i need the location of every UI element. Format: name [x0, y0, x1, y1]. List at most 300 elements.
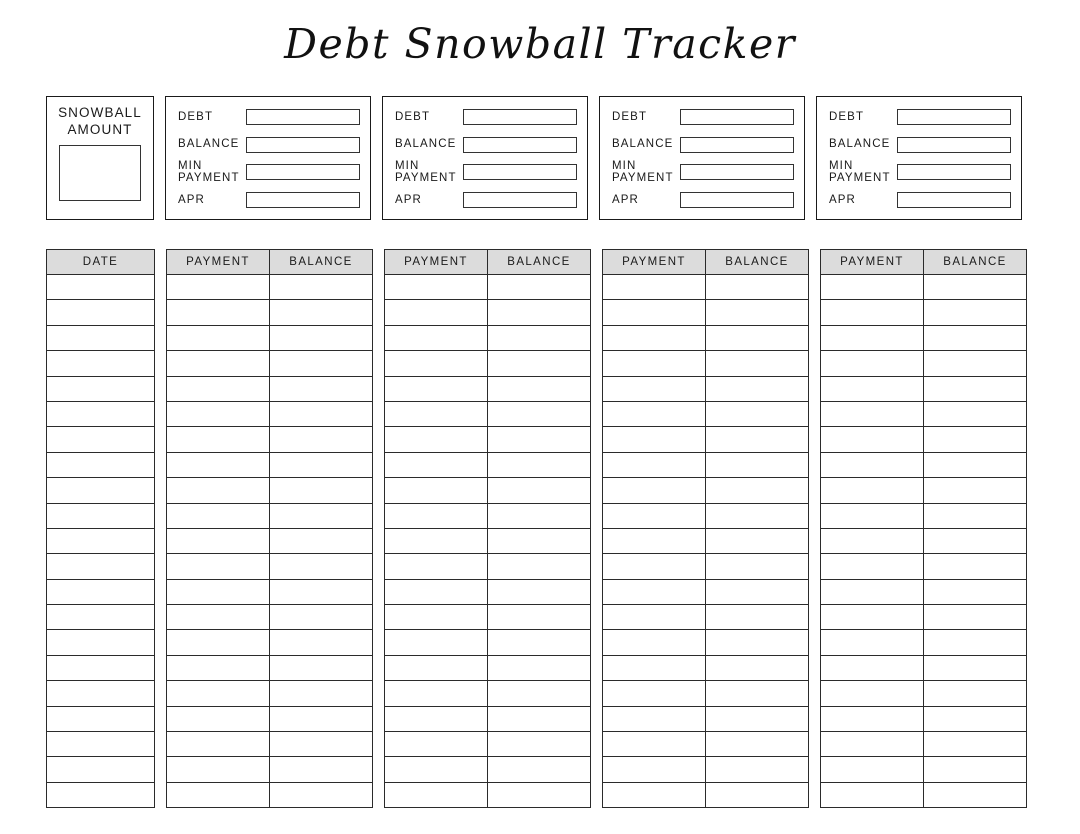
- balance-input[interactable]: [246, 137, 360, 153]
- balance-cell[interactable]: [706, 554, 809, 579]
- table-row: [47, 655, 155, 680]
- payment-cell[interactable]: [603, 300, 706, 325]
- balance-cell[interactable]: [488, 275, 591, 300]
- balance-cell[interactable]: [488, 351, 591, 376]
- min-payment-label-line1: MIN: [829, 159, 854, 172]
- balance-cell[interactable]: [924, 630, 1027, 655]
- payment-cell[interactable]: [167, 782, 270, 807]
- table-row: [47, 503, 155, 528]
- balance-cell[interactable]: [924, 757, 1027, 782]
- payment-cell[interactable]: [821, 376, 924, 401]
- balance-cell[interactable]: [706, 630, 809, 655]
- table-row: [47, 554, 155, 579]
- date-cell[interactable]: [47, 757, 155, 782]
- payment-cell[interactable]: [821, 706, 924, 731]
- payment-cell[interactable]: [167, 300, 270, 325]
- balance-cell[interactable]: [924, 351, 1027, 376]
- payment-cell[interactable]: [821, 351, 924, 376]
- payment-cell[interactable]: [167, 325, 270, 350]
- balance-cell[interactable]: [924, 681, 1027, 706]
- date-cell[interactable]: [47, 630, 155, 655]
- balance-cell[interactable]: [488, 452, 591, 477]
- balance-cell[interactable]: [706, 478, 809, 503]
- payment-cell[interactable]: [603, 630, 706, 655]
- date-cell[interactable]: [47, 579, 155, 604]
- payment-cell[interactable]: [603, 478, 706, 503]
- column-header-balance: BALANCE: [924, 250, 1027, 275]
- balance-cell[interactable]: [488, 528, 591, 553]
- table-header-row: [603, 250, 809, 275]
- payment-cell[interactable]: [385, 325, 488, 350]
- table-row: [47, 478, 155, 503]
- apr-field-row: [612, 189, 794, 211]
- payment-cell[interactable]: [167, 605, 270, 630]
- table-row: [821, 478, 1027, 503]
- date-cell[interactable]: [47, 528, 155, 553]
- table-row: [167, 275, 373, 300]
- table-header-row: [47, 250, 155, 275]
- table-row: [603, 655, 809, 680]
- balance-cell[interactable]: [488, 554, 591, 579]
- table-row: [47, 275, 155, 300]
- debt-name-input[interactable]: [680, 109, 794, 125]
- balance-cell[interactable]: [924, 275, 1027, 300]
- balance-cell[interactable]: [924, 579, 1027, 604]
- payment-cell[interactable]: [385, 655, 488, 680]
- balance-cell[interactable]: [706, 681, 809, 706]
- table-row: [167, 401, 373, 426]
- date-cell[interactable]: [47, 503, 155, 528]
- min-payment-label-line2: PAYMENT: [395, 172, 457, 185]
- payment-cell[interactable]: [603, 351, 706, 376]
- table-row: [603, 478, 809, 503]
- balance-label: BALANCE: [612, 138, 674, 151]
- column-header-balance: BALANCE: [270, 250, 373, 275]
- table-row: [167, 655, 373, 680]
- balance-cell[interactable]: [488, 478, 591, 503]
- table-row: [821, 427, 1027, 452]
- table-row: [167, 681, 373, 706]
- balance-cell[interactable]: [706, 782, 809, 807]
- balance-cell[interactable]: [270, 427, 373, 452]
- debt-name-input[interactable]: [463, 109, 577, 125]
- payment-cell[interactable]: [167, 452, 270, 477]
- payment-cell[interactable]: [603, 376, 706, 401]
- payment-cell[interactable]: [603, 782, 706, 807]
- table-row: [167, 630, 373, 655]
- payment-cell[interactable]: [385, 782, 488, 807]
- balance-cell[interactable]: [488, 325, 591, 350]
- payment-cell[interactable]: [385, 630, 488, 655]
- table-row: [821, 351, 1027, 376]
- snowball-label-line1: SNOWBALL: [58, 105, 142, 120]
- balance-cell[interactable]: [924, 528, 1027, 553]
- snowball-amount-input[interactable]: [59, 145, 141, 201]
- payment-cell[interactable]: [603, 325, 706, 350]
- balance-cell[interactable]: [706, 376, 809, 401]
- table-row: [47, 401, 155, 426]
- balance-cell[interactable]: [488, 605, 591, 630]
- payment-cell[interactable]: [821, 554, 924, 579]
- balance-cell[interactable]: [706, 757, 809, 782]
- payment-cell[interactable]: [603, 605, 706, 630]
- balance-cell[interactable]: [488, 782, 591, 807]
- payment-cell[interactable]: [821, 452, 924, 477]
- date-cell[interactable]: [47, 351, 155, 376]
- payment-cell[interactable]: [603, 275, 706, 300]
- date-cell[interactable]: [47, 681, 155, 706]
- balance-field-row: [829, 134, 1011, 156]
- table-row: [603, 605, 809, 630]
- table-row: [167, 427, 373, 452]
- apr-label: APR: [612, 193, 639, 206]
- payment-cell[interactable]: [603, 706, 706, 731]
- table-row: [821, 655, 1027, 680]
- debt-card-3: [599, 96, 805, 220]
- balance-cell[interactable]: [924, 427, 1027, 452]
- payment-cell[interactable]: [167, 351, 270, 376]
- balance-cell[interactable]: [924, 605, 1027, 630]
- payment-cell[interactable]: [821, 325, 924, 350]
- balance-cell[interactable]: [924, 325, 1027, 350]
- balance-cell[interactable]: [488, 630, 591, 655]
- payment-cell[interactable]: [167, 528, 270, 553]
- payment-cell[interactable]: [603, 681, 706, 706]
- table-header-row: [821, 250, 1027, 275]
- balance-cell[interactable]: [706, 528, 809, 553]
- min-payment-input[interactable]: [680, 164, 794, 180]
- date-cell[interactable]: [47, 300, 155, 325]
- payment-cell[interactable]: [603, 732, 706, 757]
- balance-cell[interactable]: [706, 427, 809, 452]
- debt-name-input[interactable]: [897, 109, 1011, 125]
- balance-cell[interactable]: [924, 452, 1027, 477]
- balance-cell[interactable]: [270, 655, 373, 680]
- payment-cell[interactable]: [385, 478, 488, 503]
- tracker-tables-row: [46, 249, 1034, 808]
- balance-cell[interactable]: [924, 300, 1027, 325]
- payment-cell[interactable]: [167, 275, 270, 300]
- balance-cell[interactable]: [270, 630, 373, 655]
- payment-cell[interactable]: [167, 376, 270, 401]
- payment-cell[interactable]: [385, 401, 488, 426]
- balance-cell[interactable]: [488, 681, 591, 706]
- table-row: [167, 706, 373, 731]
- balance-cell[interactable]: [706, 300, 809, 325]
- balance-cell[interactable]: [270, 478, 373, 503]
- balance-cell[interactable]: [488, 376, 591, 401]
- table-row: [385, 528, 591, 553]
- balance-cell[interactable]: [924, 732, 1027, 757]
- min-payment-label-line1: MIN: [395, 159, 420, 172]
- date-cell[interactable]: [47, 732, 155, 757]
- balance-cell[interactable]: [270, 605, 373, 630]
- debt-card-4: [816, 96, 1022, 220]
- payment-cell[interactable]: [385, 275, 488, 300]
- payment-cell[interactable]: [821, 503, 924, 528]
- table-row: [821, 401, 1027, 426]
- payment-cell[interactable]: [821, 275, 924, 300]
- table-row: [47, 757, 155, 782]
- date-cell[interactable]: [47, 325, 155, 350]
- date-table: [46, 249, 155, 808]
- balance-cell[interactable]: [270, 579, 373, 604]
- payment-cell[interactable]: [821, 401, 924, 426]
- date-cell[interactable]: [47, 655, 155, 680]
- balance-cell[interactable]: [924, 554, 1027, 579]
- table-row: [167, 503, 373, 528]
- snowball-amount-box: [46, 96, 154, 220]
- balance-cell[interactable]: [270, 782, 373, 807]
- apr-label: APR: [395, 193, 422, 206]
- table-row: [821, 503, 1027, 528]
- debt-field-row: [829, 106, 1011, 128]
- apr-input[interactable]: [897, 192, 1011, 208]
- payment-table-3: [602, 249, 809, 808]
- balance-cell[interactable]: [924, 478, 1027, 503]
- payment-cell[interactable]: [603, 554, 706, 579]
- balance-cell[interactable]: [270, 554, 373, 579]
- payment-cell[interactable]: [167, 706, 270, 731]
- payment-cell[interactable]: [167, 427, 270, 452]
- payment-table-2: [384, 249, 591, 808]
- balance-cell[interactable]: [706, 503, 809, 528]
- payment-cell[interactable]: [385, 376, 488, 401]
- payment-cell[interactable]: [603, 655, 706, 680]
- balance-cell[interactable]: [706, 351, 809, 376]
- min-payment-input[interactable]: [463, 164, 577, 180]
- balance-cell[interactable]: [488, 706, 591, 731]
- table-row: [385, 706, 591, 731]
- table-header-row: [385, 250, 591, 275]
- payment-cell[interactable]: [603, 401, 706, 426]
- payment-cell[interactable]: [167, 732, 270, 757]
- payment-cell[interactable]: [385, 732, 488, 757]
- payment-table-body: [821, 275, 1027, 808]
- payment-cell[interactable]: [167, 503, 270, 528]
- balance-cell[interactable]: [270, 325, 373, 350]
- balance-cell[interactable]: [488, 732, 591, 757]
- table-row: [385, 605, 591, 630]
- date-cell[interactable]: [47, 782, 155, 807]
- payment-cell[interactable]: [385, 605, 488, 630]
- payment-cell[interactable]: [385, 579, 488, 604]
- apr-input[interactable]: [680, 192, 794, 208]
- table-row: [47, 782, 155, 807]
- balance-cell[interactable]: [706, 605, 809, 630]
- payment-cell[interactable]: [385, 300, 488, 325]
- payment-cell[interactable]: [167, 478, 270, 503]
- balance-cell[interactable]: [924, 401, 1027, 426]
- balance-cell[interactable]: [706, 401, 809, 426]
- table-row: [603, 401, 809, 426]
- payment-cell[interactable]: [603, 579, 706, 604]
- table-row: [167, 478, 373, 503]
- min-payment-label-line2: PAYMENT: [829, 172, 891, 185]
- debt-name-label: DEBT: [178, 110, 214, 123]
- table-row: [167, 528, 373, 553]
- balance-label: BALANCE: [395, 138, 457, 151]
- payment-cell[interactable]: [821, 757, 924, 782]
- balance-cell[interactable]: [270, 732, 373, 757]
- balance-cell[interactable]: [706, 452, 809, 477]
- payment-cell[interactable]: [821, 528, 924, 553]
- balance-cell[interactable]: [270, 757, 373, 782]
- payment-cell[interactable]: [167, 401, 270, 426]
- date-cell[interactable]: [47, 275, 155, 300]
- balance-input[interactable]: [680, 137, 794, 153]
- balance-cell[interactable]: [270, 351, 373, 376]
- balance-cell[interactable]: [924, 503, 1027, 528]
- apr-input[interactable]: [246, 192, 360, 208]
- payment-cell[interactable]: [821, 782, 924, 807]
- payment-cell[interactable]: [167, 757, 270, 782]
- table-row: [385, 655, 591, 680]
- table-row: [603, 275, 809, 300]
- table-row: [821, 579, 1027, 604]
- table-row: [47, 376, 155, 401]
- payment-cell[interactable]: [603, 757, 706, 782]
- min-payment-input[interactable]: [897, 164, 1011, 180]
- date-cell[interactable]: [47, 376, 155, 401]
- payment-cell[interactable]: [821, 427, 924, 452]
- balance-cell[interactable]: [488, 427, 591, 452]
- payment-cell[interactable]: [385, 452, 488, 477]
- min-payment-field-row: [829, 161, 1011, 183]
- balance-cell[interactable]: [270, 706, 373, 731]
- balance-cell[interactable]: [488, 655, 591, 680]
- balance-cell[interactable]: [488, 503, 591, 528]
- date-cell[interactable]: [47, 452, 155, 477]
- payment-cell[interactable]: [603, 452, 706, 477]
- payment-cell[interactable]: [821, 655, 924, 680]
- table-row: [47, 681, 155, 706]
- payment-cell[interactable]: [167, 554, 270, 579]
- column-header-date: DATE: [47, 250, 155, 275]
- payment-cell[interactable]: [167, 655, 270, 680]
- table-row: [603, 325, 809, 350]
- date-cell[interactable]: [47, 605, 155, 630]
- table-row: [821, 706, 1027, 731]
- payment-cell[interactable]: [385, 706, 488, 731]
- table-row: [603, 681, 809, 706]
- table-row: [603, 554, 809, 579]
- min-payment-label: [612, 160, 680, 185]
- table-row: [821, 732, 1027, 757]
- debt-name-label: DEBT: [829, 110, 865, 123]
- balance-input[interactable]: [463, 137, 577, 153]
- table-row: [385, 452, 591, 477]
- balance-cell[interactable]: [706, 732, 809, 757]
- payment-cell[interactable]: [167, 630, 270, 655]
- table-row: [385, 300, 591, 325]
- balance-cell[interactable]: [270, 452, 373, 477]
- balance-cell[interactable]: [706, 706, 809, 731]
- balance-cell[interactable]: [270, 503, 373, 528]
- balance-cell[interactable]: [270, 275, 373, 300]
- balance-input[interactable]: [897, 137, 1011, 153]
- balance-cell[interactable]: [270, 401, 373, 426]
- balance-cell[interactable]: [706, 325, 809, 350]
- apr-input[interactable]: [463, 192, 577, 208]
- payment-cell[interactable]: [167, 681, 270, 706]
- payment-cell[interactable]: [385, 427, 488, 452]
- balance-cell[interactable]: [706, 655, 809, 680]
- table-row: [385, 732, 591, 757]
- payment-cell[interactable]: [385, 528, 488, 553]
- apr-field-row: [395, 189, 577, 211]
- snowball-amount-label: [58, 104, 142, 138]
- date-cell[interactable]: [47, 706, 155, 731]
- date-cell[interactable]: [47, 478, 155, 503]
- table-row: [385, 782, 591, 807]
- payment-cell[interactable]: [603, 503, 706, 528]
- table-row: [603, 300, 809, 325]
- balance-cell[interactable]: [924, 376, 1027, 401]
- payment-table-body: [385, 275, 591, 808]
- table-row: [385, 757, 591, 782]
- balance-cell[interactable]: [270, 376, 373, 401]
- payment-cell[interactable]: [385, 554, 488, 579]
- debt-name-input[interactable]: [246, 109, 360, 125]
- payment-cell[interactable]: [821, 630, 924, 655]
- payment-cell[interactable]: [821, 579, 924, 604]
- table-row: [167, 757, 373, 782]
- table-row: [167, 376, 373, 401]
- balance-cell[interactable]: [488, 757, 591, 782]
- payment-cell[interactable]: [821, 732, 924, 757]
- balance-cell[interactable]: [270, 681, 373, 706]
- balance-cell[interactable]: [924, 782, 1027, 807]
- balance-field-row: [178, 134, 360, 156]
- date-cell[interactable]: [47, 401, 155, 426]
- payment-cell[interactable]: [821, 605, 924, 630]
- date-cell[interactable]: [47, 554, 155, 579]
- balance-cell[interactable]: [488, 300, 591, 325]
- payment-cell[interactable]: [821, 478, 924, 503]
- date-cell[interactable]: [47, 427, 155, 452]
- balance-cell[interactable]: [488, 401, 591, 426]
- table-row: [385, 579, 591, 604]
- table-row: [821, 554, 1027, 579]
- payment-cell[interactable]: [821, 300, 924, 325]
- payment-cell[interactable]: [385, 757, 488, 782]
- balance-cell[interactable]: [924, 655, 1027, 680]
- table-row: [821, 757, 1027, 782]
- payment-cell[interactable]: [603, 427, 706, 452]
- balance-cell[interactable]: [270, 528, 373, 553]
- payment-cell[interactable]: [385, 503, 488, 528]
- balance-cell[interactable]: [488, 579, 591, 604]
- payment-cell[interactable]: [603, 528, 706, 553]
- table-row: [385, 554, 591, 579]
- payment-cell[interactable]: [385, 681, 488, 706]
- payment-cell[interactable]: [385, 351, 488, 376]
- payment-table-body: [603, 275, 809, 808]
- payment-cell[interactable]: [821, 681, 924, 706]
- balance-cell[interactable]: [270, 300, 373, 325]
- min-payment-label-line1: MIN: [178, 159, 203, 172]
- table-row: [603, 503, 809, 528]
- balance-cell[interactable]: [924, 706, 1027, 731]
- column-header-payment: PAYMENT: [167, 250, 270, 275]
- payment-cell[interactable]: [167, 579, 270, 604]
- min-payment-input[interactable]: [246, 164, 360, 180]
- min-payment-label: [829, 160, 897, 185]
- table-row: [603, 706, 809, 731]
- balance-cell[interactable]: [706, 275, 809, 300]
- balance-cell[interactable]: [706, 579, 809, 604]
